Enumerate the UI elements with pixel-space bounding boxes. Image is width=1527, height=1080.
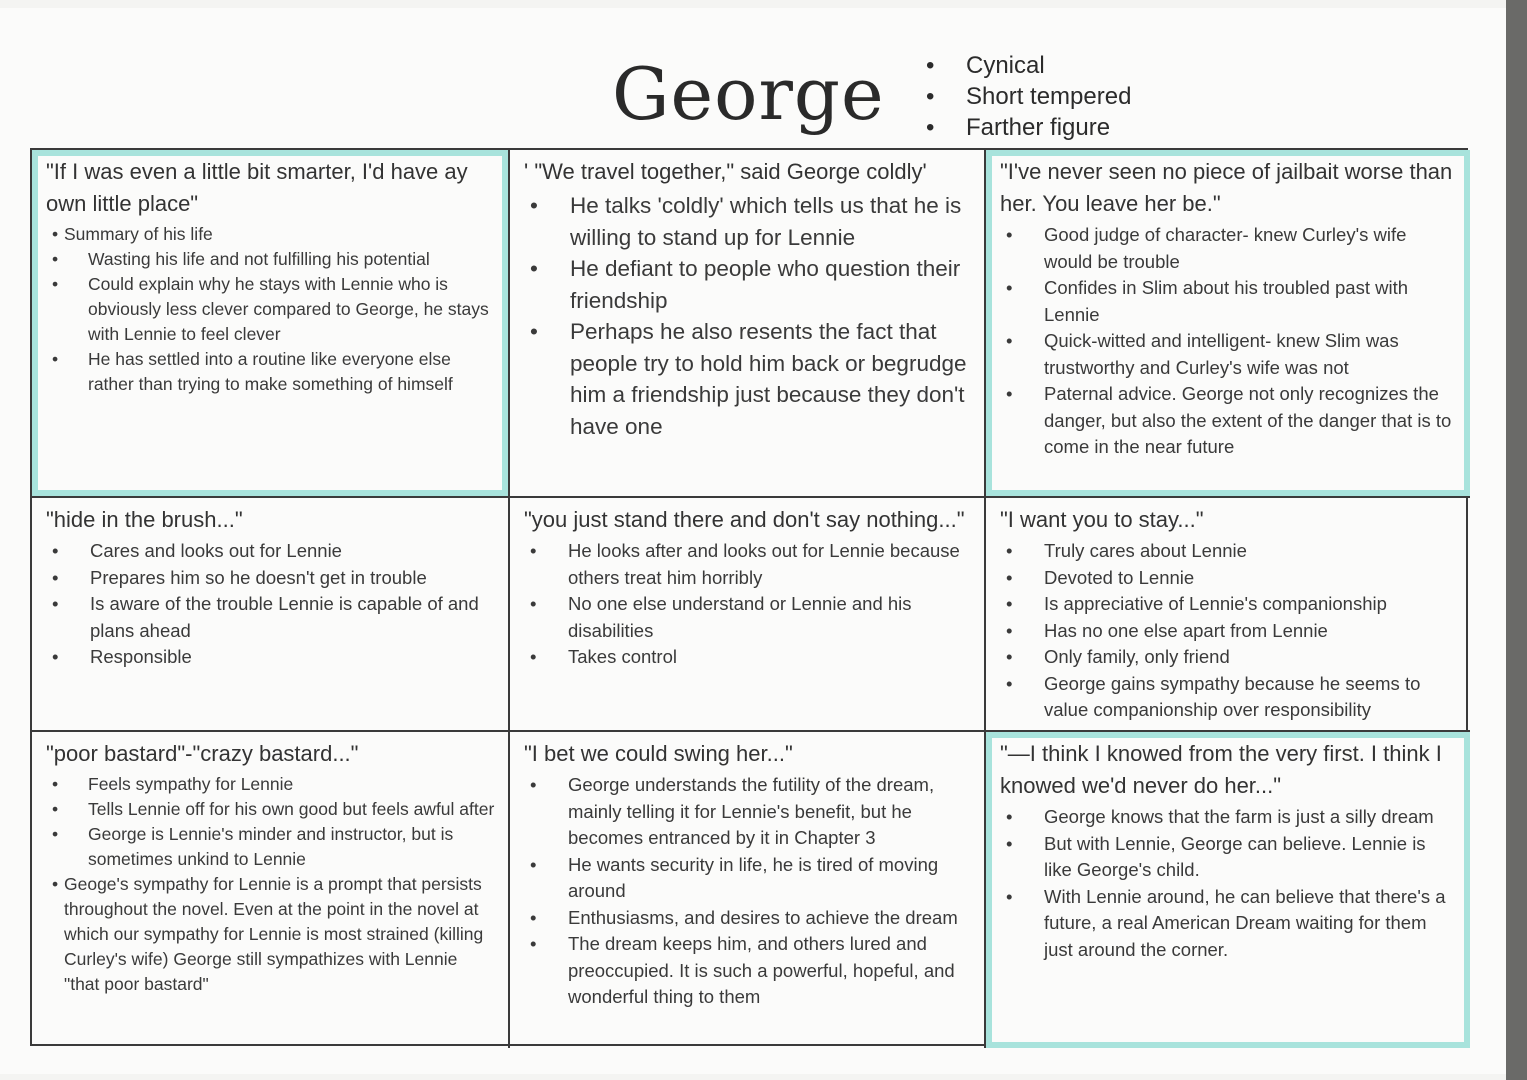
cell-quote: "—I think I knowed from the very first. I think I knowed we'd never do her..." xyxy=(1000,741,1442,798)
cell-point: • Is appreciative of Lennie's companionship xyxy=(1000,591,1458,618)
cell-points xyxy=(46,772,496,997)
cell-points xyxy=(1000,222,1458,461)
cell-point: • With Lennie around, he can believe that there's a future, a real American Dream waiting for them just around the corner. xyxy=(1000,884,1458,964)
quote-cell-knowed-from-first xyxy=(986,732,1470,1048)
trait-item: • Cynical xyxy=(920,50,1131,81)
cell-points xyxy=(524,190,972,442)
cell-points xyxy=(1000,538,1458,724)
cell-points xyxy=(46,538,496,671)
cell-point: • Good judge of character- knew Curley's wife would be trouble xyxy=(1000,222,1458,275)
cell-quote: "If I was even a little bit smarter, I'd have ay own little place" xyxy=(46,159,468,216)
cell-point: • Responsible xyxy=(46,644,496,671)
cell-points xyxy=(524,772,972,1011)
cell-quote: "I want you to stay..." xyxy=(1000,507,1204,532)
cell-quote: "hide in the brush..." xyxy=(46,507,243,532)
cell-point: • Cares and looks out for Lennie xyxy=(46,538,496,565)
cell-point: • Paternal advice. George not only recognizes the danger, but also the extent of the danger that is to come in the near future xyxy=(1000,381,1458,461)
quote-cell-stand-there xyxy=(510,498,986,732)
cell-point: • Prepares him so he doesn't get in trouble xyxy=(46,565,496,592)
cell-point: • George understands the futility of the dream, mainly telling it for Lennie's benefit, but he becomes entranced by it in Chapter 3 xyxy=(524,772,972,852)
cell-point: • Truly cares about Lennie xyxy=(1000,538,1458,565)
cell-quote: "I bet we could swing her..." xyxy=(524,741,793,766)
quote-cell-jailbait xyxy=(986,150,1470,498)
cell-quote: "I've never seen no piece of jailbait worse than her. You leave her be." xyxy=(1000,159,1453,216)
cell-points xyxy=(46,222,496,397)
cell-point: • George knows that the farm is just a silly dream xyxy=(1000,804,1458,831)
quote-cell-hide-in-brush xyxy=(32,498,510,732)
quote-cell-travel-together xyxy=(510,150,986,498)
cell-points xyxy=(524,538,972,671)
cell-point: • He looks after and looks out for Lennie because others treat him horribly xyxy=(524,538,972,591)
cell-point: • No one else understand or Lennie and his disabilities xyxy=(524,591,972,644)
cell-point: • The dream keeps him, and others lured and preoccupied. It is such a powerful, hopeful, and wonderful thing to them xyxy=(524,931,972,1011)
page-edge-shadow xyxy=(1506,0,1527,1080)
quote-cell-want-you-to-stay xyxy=(986,498,1470,732)
cell-point: • Only family, only friend xyxy=(1000,644,1458,671)
cell-point: • Could explain why he stays with Lennie who is obviously less clever compared to George, he stays with Lennie to feel clever xyxy=(46,272,496,347)
cell-point: • George gains sympathy because he seems to value companionship over responsibility xyxy=(1000,671,1458,724)
cell-point: • Feels sympathy for Lennie xyxy=(46,772,496,797)
cell-quote: "you just stand there and don't say nothing..." xyxy=(524,507,965,532)
cell-point: • He talks 'coldly' which tells us that he is willing to stand up for Lennie xyxy=(524,190,972,253)
cell-point: • George is Lennie's minder and instructor, but is sometimes unkind to Lennie xyxy=(46,822,496,872)
cell-quote: "poor bastard"-"crazy bastard..." xyxy=(46,741,359,766)
cell-point: • Geoge's sympathy for Lennie is a prompt that persists throughout the novel. Even at the point in the novel at which our sympathy for Lennie is most strained (killing Curley's wife) George still sympathizes with Lennie "that poor bastard" xyxy=(46,872,496,997)
cell-point: • Has no one else apart from Lennie xyxy=(1000,618,1458,645)
cell-points xyxy=(1000,804,1458,963)
cell-point: • But with Lennie, George can believe. Lennie is like George's child. xyxy=(1000,831,1458,884)
cell-point: • Enthusiasms, and desires to achieve the dream xyxy=(524,905,972,932)
cell-point: • Summary of his life xyxy=(46,222,496,247)
cell-point: • He defiant to people who question their friendship xyxy=(524,253,972,316)
page-title: George xyxy=(612,52,885,136)
cell-point: • Tells Lennie off for his own good but feels awful after xyxy=(46,797,496,822)
trait-item: • Farther figure xyxy=(920,112,1131,143)
trait-item: • Short tempered xyxy=(920,81,1131,112)
quote-cell-poor-bastard xyxy=(32,732,510,1048)
quote-grid xyxy=(30,148,1468,1046)
cell-point: • He wants security in life, he is tired of moving around xyxy=(524,852,972,905)
cell-point: • Devoted to Lennie xyxy=(1000,565,1458,592)
quote-cell-swing-her xyxy=(510,732,986,1048)
cell-point: • Takes control xyxy=(524,644,972,671)
cell-point: • Confides in Slim about his troubled past with Lennie xyxy=(1000,275,1458,328)
cell-quote: ' "We travel together," said George coldly' xyxy=(524,159,927,184)
cell-point: • Perhaps he also resents the fact that people try to hold him back or begrudge him a friendship just because they don't have one xyxy=(524,316,972,442)
cell-point: • Is aware of the trouble Lennie is capable of and plans ahead xyxy=(46,591,496,644)
cell-point: • He has settled into a routine like everyone else rather than trying to make something of himself xyxy=(46,347,496,397)
cell-point: • Quick-witted and intelligent- knew Slim was trustworthy and Curley's wife was not xyxy=(1000,328,1458,381)
quote-cell-smarter xyxy=(32,150,510,498)
trait-list xyxy=(920,50,1131,143)
cell-point: • Wasting his life and not fulfilling his potential xyxy=(46,247,496,272)
